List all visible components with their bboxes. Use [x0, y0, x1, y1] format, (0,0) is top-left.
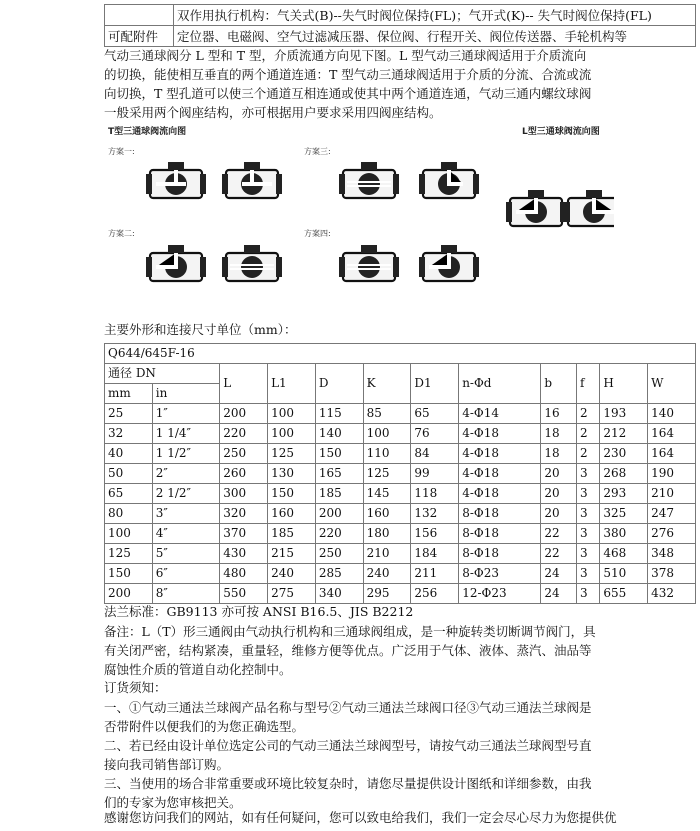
table-cell: 65 [411, 404, 459, 424]
unit-mm: mm [105, 384, 153, 404]
table-cell: 3 [576, 504, 599, 524]
table-cell: 295 [363, 584, 411, 604]
table-cell: 8-Φ18 [459, 504, 541, 524]
table-cell: 1 1/2″ [152, 444, 220, 464]
table-cell: 100 [363, 424, 411, 444]
order-item-2: 二、若已经由设计单位选定公司的气动三通法兰球阀型号，请按气动三通法兰球阀型号直接向我司销售部订购。 [104, 738, 592, 772]
table-cell: 510 [600, 564, 648, 584]
table-cell: 211 [411, 564, 459, 584]
table-cell: 193 [600, 404, 648, 424]
unit-in: in [152, 384, 220, 404]
thanks-line: 感谢您访问我们的网站，如有任何疑问，您可以致电给我们，我们一定会尽心尽力为您提供优 [104, 810, 617, 825]
table-cell: 2 [576, 404, 599, 424]
model-row [105, 344, 696, 364]
table-row [105, 424, 696, 444]
table-cell: 180 [363, 524, 411, 544]
table-cell: 247 [648, 504, 696, 524]
table-cell: 20 [541, 464, 577, 484]
table-cell: 3 [576, 524, 599, 544]
scheme-1-label: 方案一: [108, 147, 135, 156]
table-cell: 8″ [152, 584, 220, 604]
table-cell: 185 [268, 524, 316, 544]
table-row [105, 464, 696, 484]
table-cell: 18 [541, 424, 577, 444]
dn-header: 通径 DN [105, 364, 220, 384]
table-cell: 3 [576, 544, 599, 564]
table-row [105, 444, 696, 464]
table-cell: 3 [576, 464, 599, 484]
table-cell: 2 1/2″ [152, 484, 220, 504]
t-diagram-title: T型三通球阀流向图 [108, 127, 187, 137]
flange-standard: 法兰标准：GB9113 亦可按 ANSI B16.5、JIS B2212 [104, 604, 414, 619]
table-cell: 4-Φ14 [459, 404, 541, 424]
valve-t-3a [339, 162, 399, 198]
table-cell: 380 [600, 524, 648, 544]
table-cell: 24 [541, 564, 577, 584]
table-cell: 2 [576, 424, 599, 444]
table-cell: 118 [411, 484, 459, 504]
table-cell: 84 [411, 444, 459, 464]
spec-table [104, 4, 696, 47]
model-cell: Q644/645F-16 [105, 344, 696, 364]
table-cell: 1″ [152, 404, 220, 424]
scheme-4-label: 方案四: [304, 229, 331, 238]
table-cell: 8-Φ23 [459, 564, 541, 584]
table-cell: 80 [105, 504, 153, 524]
l-diagram-title: L型三通球阀流向图 [522, 127, 600, 137]
header-row [105, 364, 696, 384]
spec-value: 定位器、电磁阀、空气过滤减压器、保位阀、行程开关、阀位传送器、手轮机构等 [174, 26, 696, 47]
dims-label: 主要外形和连接尺寸单位（mm）： [104, 322, 297, 337]
table-cell: 432 [648, 584, 696, 604]
valve-l-a [506, 190, 566, 226]
table-cell: 1 1/4″ [152, 424, 220, 444]
table-cell: 22 [541, 524, 577, 544]
table-cell: 210 [648, 484, 696, 504]
table-cell: 250 [315, 544, 363, 564]
dimensions-body [105, 404, 696, 604]
table-cell: 100 [105, 524, 153, 544]
col-header: L1 [268, 364, 316, 404]
table-cell: 125 [268, 444, 316, 464]
table-cell: 240 [363, 564, 411, 584]
table-cell: 20 [541, 484, 577, 504]
spec-row [105, 5, 696, 26]
table-cell: 210 [363, 544, 411, 564]
table-cell: 200 [315, 504, 363, 524]
col-header: b [541, 364, 577, 404]
table-cell: 468 [600, 544, 648, 564]
valve-t-1b [222, 162, 282, 198]
table-cell: 145 [363, 484, 411, 504]
table-cell: 212 [600, 424, 648, 444]
table-cell: 320 [220, 504, 268, 524]
table-row [105, 504, 696, 524]
table-cell: 276 [648, 524, 696, 544]
table-cell: 12-Φ23 [459, 584, 541, 604]
table-cell: 4-Φ18 [459, 464, 541, 484]
table-cell: 65 [105, 484, 153, 504]
table-cell: 348 [648, 544, 696, 564]
intro-paragraph: 气动三通球阀分 L 型和 T 型，介质流通方向见下图。L 型气动三通球阀适用于介质流向的切换，能使相互垂直的两个通道连通：T 型气动三通球阀适用于介质的分流、合流或流向切换，T 型孔道可以使三个通道互相连通或使其中两个通道连通，气动三通内螺纹球阀一般采用两个阀座结构，亦可根据用户要求采用四阀座结构。 [104, 48, 592, 120]
table-cell: 285 [315, 564, 363, 584]
table-row [105, 484, 696, 504]
spec-row [105, 26, 696, 47]
scheme-3-label: 方案三: [304, 147, 331, 156]
table-cell: 2 [576, 444, 599, 464]
spec-label: 可配附件 [105, 26, 174, 47]
table-cell: 140 [648, 404, 696, 424]
col-header: K [363, 364, 411, 404]
flow-diagram [104, 124, 614, 314]
table-cell: 3″ [152, 504, 220, 524]
table-cell: 20 [541, 504, 577, 524]
col-header: D1 [411, 364, 459, 404]
col-header: L [220, 364, 268, 404]
table-row [105, 404, 696, 424]
table-cell: 164 [648, 444, 696, 464]
table-cell: 164 [648, 424, 696, 444]
order-item-1: 一、①气动三通法兰球阀产品名称与型号②气动三通法兰球阀口径③气动三通法兰球阀是否带附件以便我们的为您正确选型。 [104, 700, 592, 734]
table-cell: 100 [268, 424, 316, 444]
table-cell: 156 [411, 524, 459, 544]
table-cell: 76 [411, 424, 459, 444]
valve-t-2a [146, 245, 206, 281]
table-cell: 99 [411, 464, 459, 484]
spec-label [105, 5, 174, 26]
table-cell: 430 [220, 544, 268, 564]
table-cell: 40 [105, 444, 153, 464]
table-cell: 240 [268, 564, 316, 584]
table-row [105, 544, 696, 564]
remark-paragraph: 备注：L（T）形三通阀由气动执行机构和三通球阀组成，是一种旋转类切断调节阀门，具有关闭严密，结构紧凑，重量轻，维修方便等优点。广泛用于气体、液体、蒸汽、油品等腐蚀性介质的管道自动化控制中。 [104, 624, 596, 677]
scheme-2-label: 方案二: [108, 229, 135, 238]
table-cell: 378 [648, 564, 696, 584]
table-cell: 4-Φ18 [459, 424, 541, 444]
table-cell: 5″ [152, 544, 220, 564]
table-row [105, 524, 696, 544]
table-cell: 22 [541, 544, 577, 564]
table-cell: 4″ [152, 524, 220, 544]
order-title: 订货须知： [104, 680, 167, 695]
table-cell: 550 [220, 584, 268, 604]
table-cell: 2″ [152, 464, 220, 484]
table-cell: 6″ [152, 564, 220, 584]
col-header: f [576, 364, 599, 404]
table-cell: 150 [105, 564, 153, 584]
dimensions-table [104, 343, 696, 604]
table-cell: 325 [600, 504, 648, 524]
table-cell: 50 [105, 464, 153, 484]
spec-value: 双作用执行机构：气关式(B)--失气时阀位保持(FL)；气开式(K)-- 失气时阀位保持(FL) [174, 5, 696, 26]
table-cell: 32 [105, 424, 153, 444]
table-cell: 85 [363, 404, 411, 424]
table-row [105, 584, 696, 604]
table-cell: 215 [268, 544, 316, 564]
table-cell: 8-Φ18 [459, 544, 541, 564]
col-header: H [600, 364, 648, 404]
table-cell: 18 [541, 444, 577, 464]
table-cell: 370 [220, 524, 268, 544]
table-cell: 110 [363, 444, 411, 464]
table-cell: 132 [411, 504, 459, 524]
table-cell: 3 [576, 564, 599, 584]
table-cell: 275 [268, 584, 316, 604]
table-cell: 190 [648, 464, 696, 484]
table-cell: 230 [600, 444, 648, 464]
table-cell: 140 [315, 424, 363, 444]
table-cell: 293 [600, 484, 648, 504]
table-cell: 200 [105, 584, 153, 604]
table-cell: 250 [220, 444, 268, 464]
table-cell: 16 [541, 404, 577, 424]
table-cell: 160 [363, 504, 411, 524]
table-cell: 220 [220, 424, 268, 444]
table-cell: 3 [576, 584, 599, 604]
table-cell: 268 [600, 464, 648, 484]
table-cell: 200 [220, 404, 268, 424]
table-cell: 150 [268, 484, 316, 504]
table-cell: 165 [315, 464, 363, 484]
table-cell: 115 [315, 404, 363, 424]
table-cell: 4-Φ18 [459, 484, 541, 504]
table-cell: 256 [411, 584, 459, 604]
table-cell: 100 [268, 404, 316, 424]
col-header: D [315, 364, 363, 404]
table-cell: 220 [315, 524, 363, 544]
valve-t-3b [419, 162, 479, 198]
table-cell: 160 [268, 504, 316, 524]
table-cell: 655 [600, 584, 648, 604]
table-cell: 184 [411, 544, 459, 564]
table-cell: 480 [220, 564, 268, 584]
col-header: W [648, 364, 696, 404]
table-cell: 4-Φ18 [459, 444, 541, 464]
col-header: n-Φd [459, 364, 541, 404]
valve-t-4b [419, 245, 479, 281]
valve-t-2b [222, 245, 282, 281]
order-item-3: 三、当使用的场合非常重要或环境比较复杂时，请您尽量提供设计图纸和详细参数，由我们的专家为您审核把关。 [104, 776, 592, 810]
table-cell: 24 [541, 584, 577, 604]
table-cell: 185 [315, 484, 363, 504]
table-cell: 150 [315, 444, 363, 464]
table-cell: 260 [220, 464, 268, 484]
table-cell: 125 [363, 464, 411, 484]
table-cell: 125 [105, 544, 153, 564]
table-cell: 8-Φ18 [459, 524, 541, 544]
table-cell: 300 [220, 484, 268, 504]
table-cell: 340 [315, 584, 363, 604]
table-cell: 130 [268, 464, 316, 484]
valve-t-1a [146, 162, 206, 198]
table-cell: 3 [576, 484, 599, 504]
valve-t-4a [339, 245, 399, 281]
table-cell: 25 [105, 404, 153, 424]
table-row [105, 564, 696, 584]
valve-l-b [564, 190, 614, 226]
